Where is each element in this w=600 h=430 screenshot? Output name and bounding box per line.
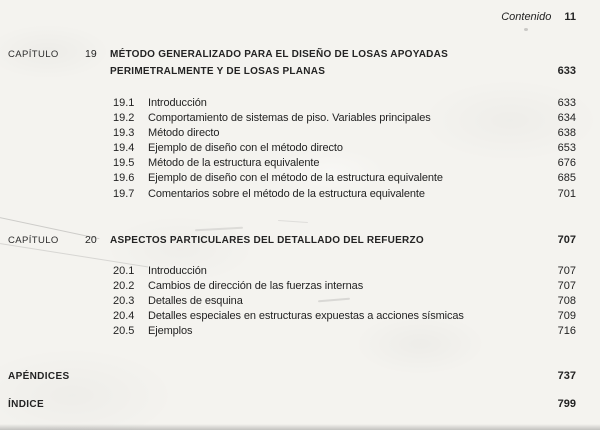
section-number: 19.3 <box>113 127 135 140</box>
section-page: 707 <box>557 280 576 293</box>
folio-page-number: 11 <box>564 11 576 23</box>
backmatter-page: 737 <box>557 370 576 382</box>
chapter-title <box>110 232 558 249</box>
section-page: 716 <box>557 325 576 338</box>
chapter-row <box>8 232 576 249</box>
scan-scratch <box>278 220 308 223</box>
section-number: 19.5 <box>113 157 135 170</box>
scan-scratch <box>195 227 243 232</box>
page-edge-shadow <box>0 424 600 430</box>
chapter-label: CAPÍTULO <box>8 49 59 60</box>
section-page: 685 <box>557 172 576 185</box>
toc-entry <box>8 187 576 202</box>
section-title: Introducción <box>148 265 207 277</box>
backmatter-page: 799 <box>557 398 576 410</box>
section-title: Introducción <box>148 97 207 109</box>
section-page: 653 <box>557 142 576 155</box>
section-page: 708 <box>557 295 576 308</box>
section-page: 701 <box>557 187 576 200</box>
section-title: Detalles de esquina <box>148 295 243 308</box>
running-title: Contenido <box>501 11 552 23</box>
chapter-title-line: ASPECTOS PARTICULARES DEL DETALLADO DEL REFUERZO <box>110 235 424 246</box>
chapter-number: 19 <box>85 48 97 60</box>
section-number: 19.6 <box>113 172 135 185</box>
section-number: 20.5 <box>113 325 135 338</box>
section-number: 20.2 <box>113 280 135 293</box>
chapter-number: 20 <box>85 234 97 246</box>
chapter-title <box>110 46 558 80</box>
section-number: 20.4 <box>113 310 135 323</box>
chapter-title-line: PERIMETRALMENTE Y DE LOSAS PLANAS <box>110 66 326 77</box>
section-title: Ejemplo de diseño con el método de la estructura equivalente <box>148 172 443 185</box>
section-page: 676 <box>557 157 576 170</box>
section-list <box>8 96 576 202</box>
toc-entry <box>8 279 576 294</box>
page-header <box>501 11 576 23</box>
chapter-row <box>8 46 576 80</box>
section-number: 19.2 <box>113 112 135 125</box>
toc-entry <box>8 126 576 141</box>
toc-entry <box>8 324 576 339</box>
section-page: 707 <box>557 265 576 277</box>
section-title: Método de la estructura equivalente <box>148 157 320 170</box>
chapter-title-line: MÉTODO GENERALIZADO PARA EL DISEÑO DE LOSAS APOYADAS <box>110 49 449 60</box>
section-page: 638 <box>557 127 576 140</box>
chapter-page: 633 <box>557 65 576 77</box>
backmatter-row <box>8 398 576 410</box>
toc-entry <box>8 309 576 324</box>
backmatter-title: APÉNDICES <box>8 371 70 382</box>
toc-entry <box>8 294 576 309</box>
chapter-label: CAPÍTULO <box>8 235 59 246</box>
toc-entry <box>8 141 576 156</box>
toc-entry <box>8 111 576 126</box>
section-title: Cambios de dirección de las fuerzas internas <box>148 280 364 293</box>
section-title: Método directo <box>148 127 220 140</box>
section-page: 633 <box>557 97 576 109</box>
section-title: Ejemplo de diseño con el método directo <box>148 142 343 155</box>
section-title: Comportamiento de sistemas de piso. Variables principales <box>148 112 431 125</box>
section-title: Comentarios sobre el método de la estructura equivalente <box>148 187 425 200</box>
section-number: 20.3 <box>113 295 135 308</box>
section-title: Detalles especiales en estructuras expuestas a acciones sísmicas <box>148 310 464 323</box>
section-page: 634 <box>557 112 576 125</box>
backmatter-title: ÍNDICE <box>8 399 44 410</box>
section-number: 19.7 <box>113 187 135 200</box>
backmatter-row <box>8 370 576 382</box>
chapter-page: 707 <box>557 234 576 246</box>
toc-entry <box>8 171 576 186</box>
section-number: 20.1 <box>113 265 135 277</box>
section-page: 709 <box>557 310 576 323</box>
section-title: Ejemplos <box>148 325 193 338</box>
section-number: 19.4 <box>113 142 135 155</box>
section-number: 19.1 <box>113 97 135 109</box>
section-list <box>8 264 576 339</box>
toc-entry <box>8 156 576 171</box>
scan-speck <box>524 28 528 31</box>
toc-entry <box>8 96 576 111</box>
toc-entry <box>8 264 576 279</box>
